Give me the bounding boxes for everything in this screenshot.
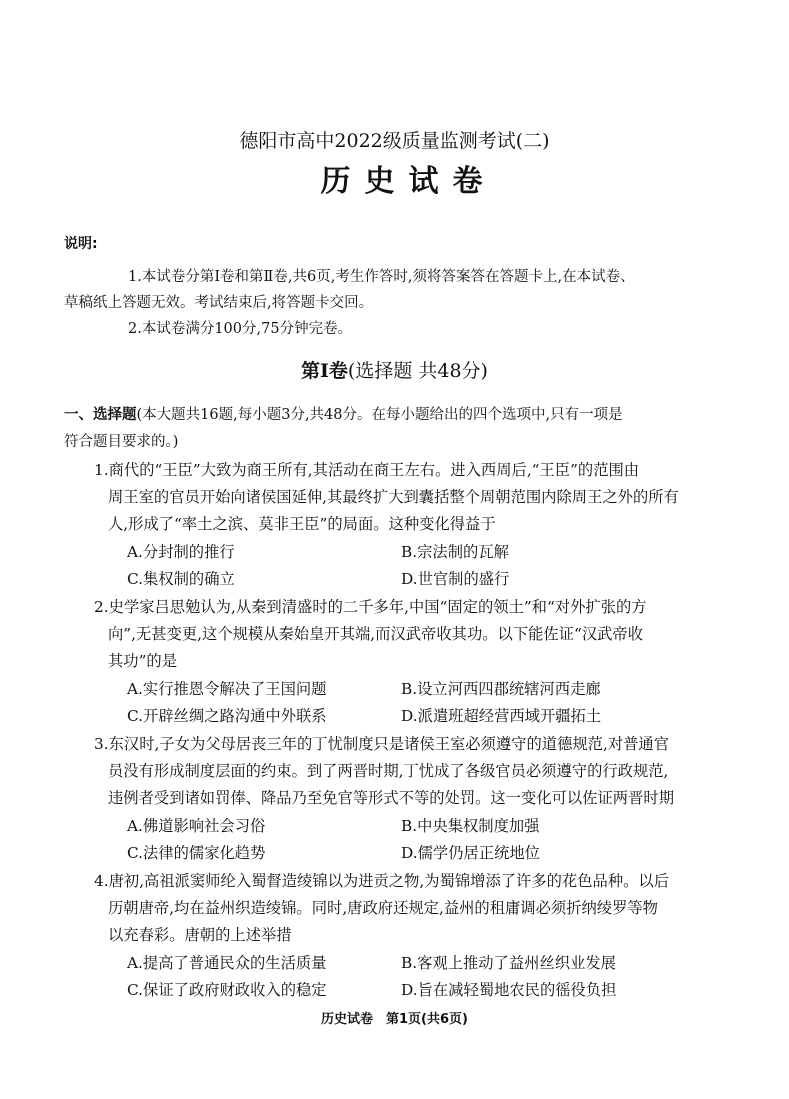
question-4-option-b: B.客观上推动了益州丝织业发展 <box>401 954 616 972</box>
page-footer: 历史试卷 第1页(共6页) <box>321 1012 468 1027</box>
notice-line-1: 1.本试卷分第Ⅰ卷和第Ⅱ卷,共6页,考生作答时,须将答案答在答题卡上,在本试卷、 <box>128 269 635 285</box>
question-1-option-c: C.集权制的确立 <box>127 570 235 588</box>
question-2-line-1: 2.史学家吕思勉认为,从秦到清盛时的二千多年,中国“固定的领土”和“对外扩张的方 <box>94 598 647 616</box>
question-2-option-b: B.设立河西四郡统辖河西走廊 <box>401 680 601 698</box>
question-2-option-d: D.派遣班超经营西域开疆拓土 <box>401 707 602 725</box>
question-4-line-3: 以充春彩。唐朝的上述举措 <box>108 926 292 944</box>
question-1-option-b: B.宗法制的瓦解 <box>401 543 509 561</box>
question-4-option-c: C.保证了政府财政收入的稳定 <box>127 981 327 999</box>
section-instruction-line-2: 符合题目要求的。) <box>64 434 179 450</box>
question-2-line-2: 向”,无甚变更,这个规模从秦始皇开其端,而汉武帝收其功。以下能佐证“汉武帝收 <box>108 625 644 643</box>
question-1-line-3: 人,形成了“率土之滨、莫非王臣”的局面。这种变化得益于 <box>108 515 496 533</box>
question-2-option-c: C.开辟丝绸之路沟通中外联系 <box>127 707 327 725</box>
question-4-option-a: A.提高了普通民众的生活质量 <box>127 954 327 972</box>
question-2-line-3: 其功”的是 <box>108 652 178 670</box>
question-1-line-2: 周王室的官员开始向诸侯国延伸,其最终扩大到囊括整个周朝范围内除周王之外的所有 <box>108 488 679 506</box>
exam-title: 德阳市高中2022级质量监测考试(二) <box>239 130 550 152</box>
section-title-main: 第Ⅰ卷 <box>301 360 348 382</box>
instruction-label: 一、选择题 <box>64 406 137 423</box>
paper-title: 历史试卷 <box>320 164 497 199</box>
notice-heading: 说明: <box>64 236 98 252</box>
question-4-line-1: 4.唐初,高祖派窦师纶入蜀督造绫锦以为进贡之物,为蜀锦增添了许多的花色品种。以后 <box>94 872 670 890</box>
question-3-option-b: B.中央集权制度加强 <box>401 817 540 835</box>
question-3-line-1: 3.东汉时,子女为父母居丧三年的丁忧制度只是诸侯王室必须遵守的道德规范,对普通官 <box>94 735 670 753</box>
question-4-option-d: D.旨在减轻蜀地农民的徭役负担 <box>401 981 617 999</box>
section-title <box>0 356 789 383</box>
section-title-paren: (选择题 共48分) <box>347 360 488 382</box>
question-1-option-a: A.分封制的推行 <box>127 543 235 561</box>
question-3-line-2: 员没有形成制度层面的约束。到了两晋时期,丁忧成了各级官员必须遵守的行政规范, <box>108 762 669 780</box>
question-3-line-3: 违例者受到诸如罚俸、降品乃至免官等形式不等的处罚。这一变化可以佐证两晋时期 <box>108 789 674 807</box>
question-1-option-d: D.世官制的盛行 <box>401 570 510 588</box>
question-2-option-a: A.实行推恩令解决了王国问题 <box>127 680 327 698</box>
notice-line-2: 草稿纸上答题无效。考试结束后,将答题卡交回。 <box>64 295 374 311</box>
question-1-line-1: 1.商代的“王臣”大致为商王所有,其活动在商王左右。进入西周后,“王臣”的范围由 <box>94 461 640 479</box>
question-3-option-c: C.法律的儒家化趋势 <box>127 844 266 862</box>
instruction-text: (本大题共16题,每小题3分,共48分。在每小题给出的四个选项中,只有一项是 <box>136 407 623 423</box>
question-3-option-d: D.儒学仍居正统地位 <box>401 844 540 862</box>
question-3-option-a: A.佛道影响社会习俗 <box>127 817 266 835</box>
section-instruction <box>64 403 623 424</box>
question-4-line-2: 历朝唐帝,均在益州织造绫锦。同时,唐政府还规定,益州的租庸调必须折纳绫罗等物 <box>108 899 658 917</box>
notice-line-3: 2.本试卷满分100分,75分钟完卷。 <box>128 321 353 337</box>
